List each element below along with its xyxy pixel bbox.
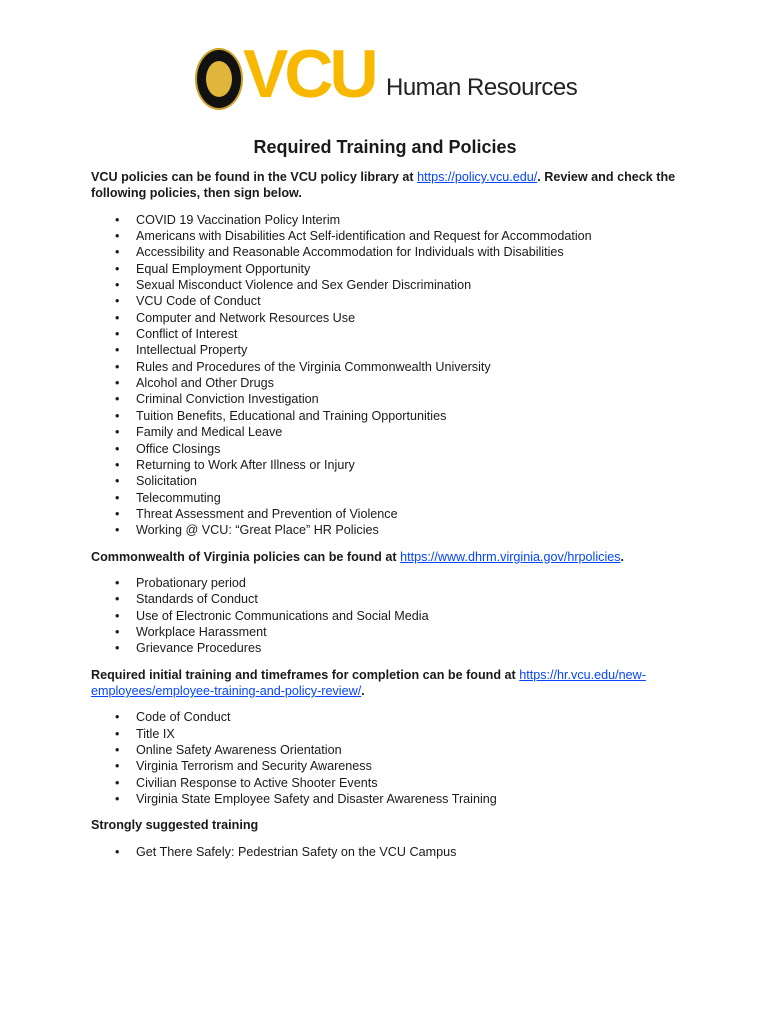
list-item: • Online Safety Awareness Orientation — [91, 742, 691, 758]
list-item: • Threat Assessment and Prevention of Violence — [91, 506, 691, 522]
policy-link[interactable]: https://www.dhrm.virginia.gov/hrpolicies — [400, 549, 621, 564]
list-item: • Americans with Disabilities Act Self-identification and Request for Accommodation — [91, 228, 691, 244]
policy-list — [91, 575, 691, 657]
list-item: • Use of Electronic Communications and Social Media — [91, 608, 691, 624]
logo-subtitle: Human Resources — [386, 74, 578, 101]
list-item: • Conflict of Interest — [91, 326, 691, 342]
intro-text: . — [620, 549, 625, 564]
list-item: • Computer and Network Resources Use — [91, 310, 691, 326]
list-item: • Accessibility and Reasonable Accommodation for Individuals with Disabilities — [91, 244, 691, 260]
policy-link[interactable]: https://policy.vcu.edu/ — [417, 170, 538, 184]
list-item: • Sexual Misconduct Violence and Sex Gender Discrimination — [91, 277, 691, 293]
policy-list — [91, 844, 691, 860]
list-item: • Equal Employment Opportunity — [91, 261, 691, 277]
list-item: • VCU Code of Conduct — [91, 293, 691, 309]
list-item: • Office Closings — [91, 441, 691, 457]
list-item: • Criminal Conviction Investigation — [91, 391, 691, 407]
list-item: • Grievance Procedures — [91, 640, 691, 656]
list-item: • Probationary period — [91, 575, 691, 591]
university-seal-icon — [195, 48, 243, 110]
logo-brand: VCU — [243, 36, 375, 112]
list-item: • Tuition Benefits, Educational and Training Opportunities — [91, 408, 691, 424]
policy-list — [91, 212, 691, 539]
section-intro — [91, 817, 691, 833]
list-item: • Virginia Terrorism and Security Awareness — [91, 758, 691, 774]
intro-text: Strongly suggested training — [91, 818, 259, 833]
policy-link[interactable]: https://hr.vcu.edu/new-employees/employee-training-and-policy-review/ — [91, 667, 646, 698]
list-item: • Working @ VCU: “Great Place” HR Policies — [91, 522, 691, 538]
page-title: Required Training and Policies — [253, 137, 517, 157]
list-item: • Intellectual Property — [91, 342, 691, 358]
list-item: • Get There Safely: Pedestrian Safety on the VCU Campus — [91, 844, 691, 860]
list-item: • Returning to Work After Illness or Injury — [91, 457, 691, 473]
list-item: • Civilian Response to Active Shooter Events — [91, 775, 691, 791]
list-item: • Alcohol and Other Drugs — [91, 375, 691, 391]
list-item: • Rules and Procedures of the Virginia Commonwealth University — [91, 359, 691, 375]
list-item: • Code of Conduct — [91, 709, 691, 725]
list-item: • Virginia State Employee Safety and Disaster Awareness Training — [91, 791, 691, 807]
list-item: • Family and Medical Leave — [91, 424, 691, 440]
list-item: • Title IX — [91, 726, 691, 742]
list-item: • Workplace Harassment — [91, 624, 691, 640]
section-intro — [91, 169, 691, 202]
document-body — [91, 169, 691, 870]
vcu-hr-logo — [195, 36, 585, 116]
intro-text: Commonwealth of Virginia policies can be found at — [91, 549, 401, 564]
section-intro — [91, 549, 691, 565]
list-item: • COVID 19 Vaccination Policy Interim — [91, 212, 691, 228]
list-item: • Telecommuting — [91, 490, 691, 506]
section-intro — [91, 667, 691, 700]
policy-list — [91, 709, 691, 807]
list-item: • Solicitation — [91, 473, 691, 489]
intro-text: . — [361, 683, 365, 698]
intro-text: Required initial training and timeframes for completion can be found at — [91, 667, 520, 682]
intro-text: VCU policies can be found in the VCU policy library at — [91, 170, 418, 184]
list-item: • Standards of Conduct — [91, 591, 691, 607]
intro-text: . Review and check the following policies, then sign below. — [91, 170, 676, 201]
